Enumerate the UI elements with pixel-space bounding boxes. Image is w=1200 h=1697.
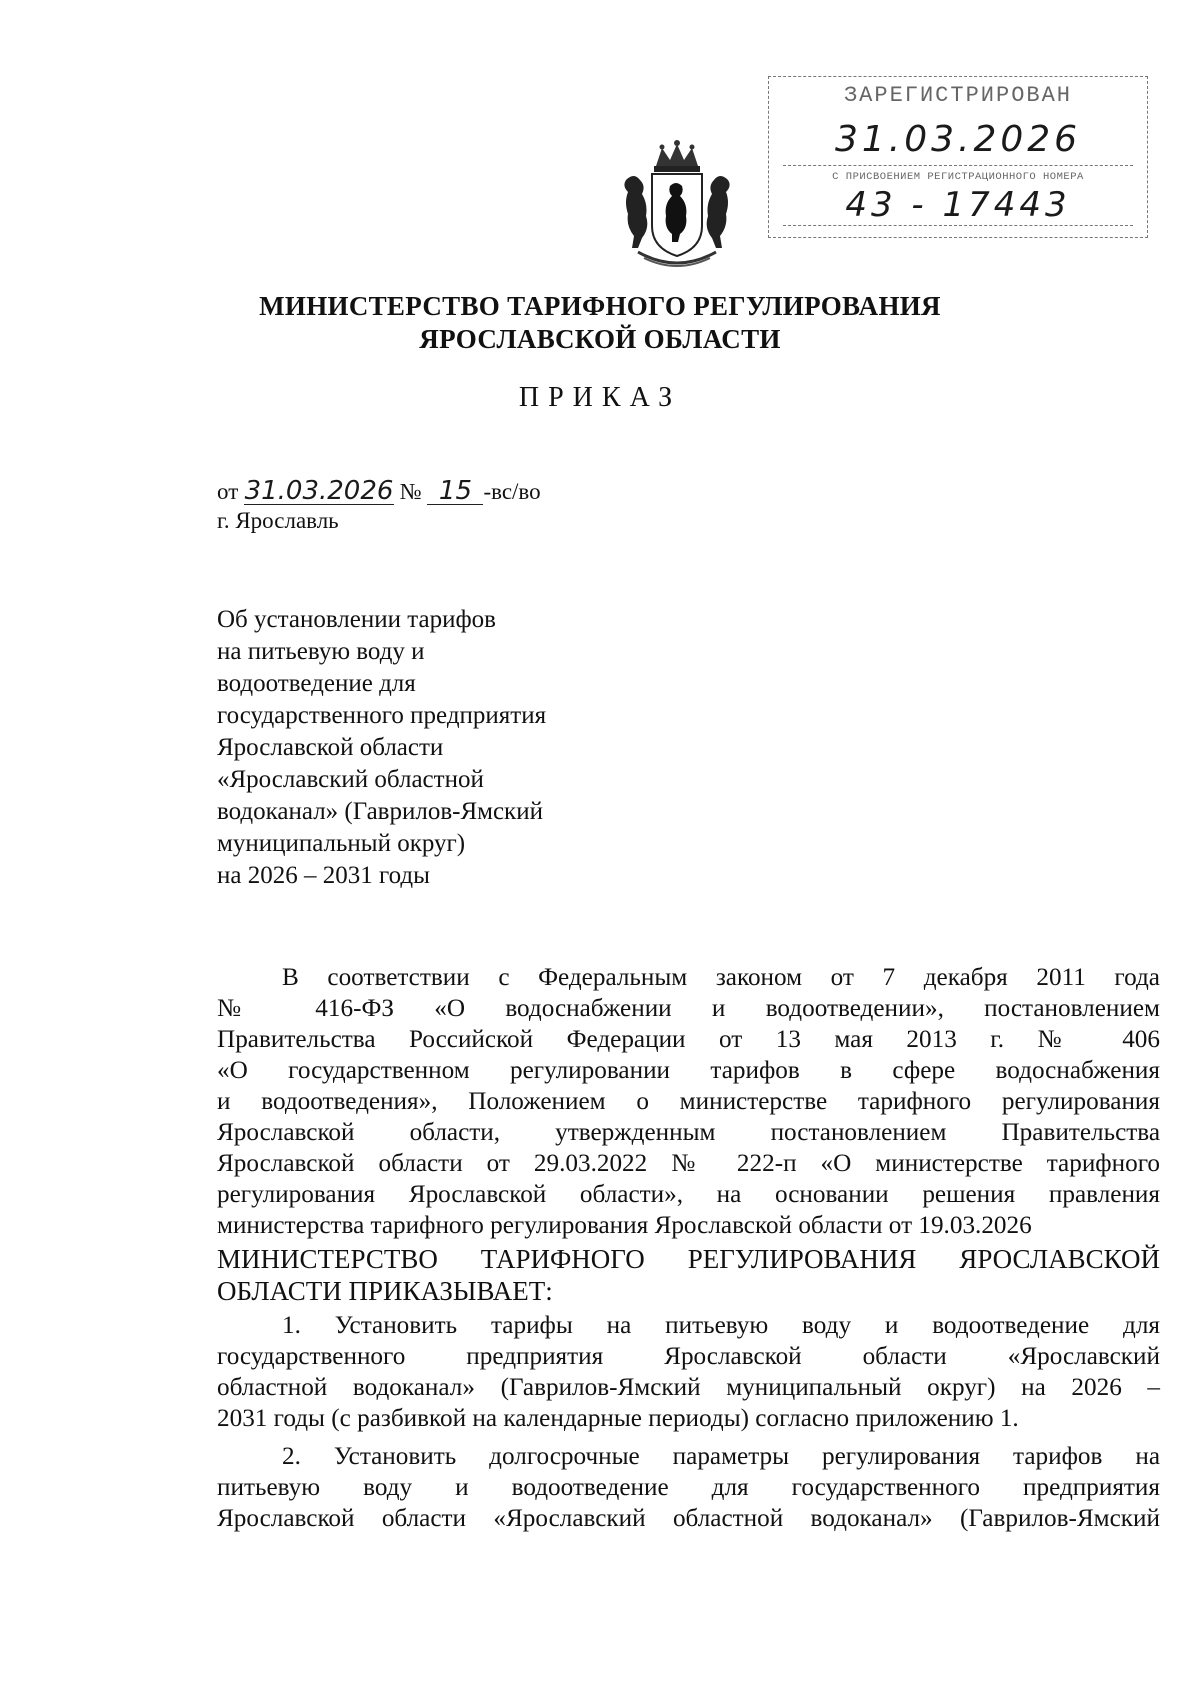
body-line: питьевую воду и водоотведение для государственного предприятия — [217, 1474, 1160, 1501]
subject-line: водоотведение для — [217, 670, 416, 697]
body-line: и водоотведения», Положением о министерстве тарифного регулирования — [217, 1088, 1160, 1115]
body-line: 2031 годы (с разбивкой на календарные периоды) согласно приложению 1. — [217, 1405, 1019, 1432]
ministry-name-line-1: МИНИСТЕРСТВО ТАРИФНОГО РЕГУЛИРОВАНИЯ — [259, 291, 941, 321]
order-date-number — [217, 478, 541, 505]
from-label: от — [217, 479, 239, 504]
ministry-name-line-2: ЯРОСЛАВСКОЙ ОБЛАСТИ — [419, 324, 781, 354]
stamp-date: 31.03.2026 — [834, 119, 1082, 160]
body-line: Ярославской области, утвержденным постановлением Правительства — [217, 1119, 1160, 1146]
body-line: регулирования Ярославской области», на основании решения правления — [217, 1181, 1160, 1208]
handwritten-order-date: 31.03.2026 — [244, 476, 394, 506]
body-line: «О государственном регулировании тарифов в сфере водоснабжения — [217, 1057, 1160, 1084]
coat-of-arms-icon — [618, 140, 736, 268]
stamp-reg-number: 43 - 17443 — [845, 185, 1071, 225]
stamp-title: ЗАРЕГИСТРИРОВАН — [843, 83, 1073, 108]
stamp-caption: С ПРИСВОЕНИЕМ РЕГИСТРАЦИОННОГО НОМЕРА — [832, 171, 1084, 183]
number-suffix: -вс/во — [483, 479, 541, 504]
stamp-divider — [783, 225, 1133, 226]
body-line: областной водоканал» (Гаврилов-Ямский муниципальный округ) на 2026 – — [217, 1374, 1160, 1401]
body-line: Правительства Российской Федерации от 13 мая 2013 г. № 406 — [217, 1026, 1160, 1053]
subject-line: муниципальный округ) — [217, 830, 466, 857]
subject-line: на 2026 – 2031 годы — [217, 862, 430, 889]
body-line: МИНИСТЕРСТВО ТАРИФНОГО РЕГУЛИРОВАНИЯ ЯРОСЛАВСКОЙ — [217, 1244, 1160, 1274]
subject-line: государственного предприятия — [217, 702, 547, 729]
subject-line: Ярославской области — [217, 734, 444, 761]
body-line: государственного предприятия Ярославской области «Ярославский — [217, 1343, 1160, 1370]
body-line: 2. Установить долгосрочные параметры регулирования тарифов на — [282, 1443, 1160, 1470]
body-line: В соответствии с Федеральным законом от 7 декабря 2011 года — [282, 964, 1160, 991]
subject-line: на питьевую воду и — [217, 638, 425, 665]
document-type-title: ПРИКАЗ — [518, 382, 682, 413]
body-line: Ярославской области «Ярославский областной водоканал» (Гаврилов-Ямский — [217, 1505, 1160, 1532]
number-label: № — [399, 479, 422, 504]
subject-line: водоканал» (Гаврилов-Ямский — [217, 798, 543, 825]
body-line: № 416-ФЗ «О водоснабжении и водоотведении», постановлением — [217, 995, 1160, 1022]
order-subject — [217, 604, 637, 892]
city: г. Ярославль — [217, 508, 339, 533]
body-line: Ярославской области от 29.03.2022 № 222-п «О министерстве тарифного — [217, 1150, 1160, 1177]
subject-line: «Ярославский областной — [217, 766, 484, 793]
handwritten-order-number: 15 — [427, 478, 483, 505]
body-line: 1. Установить тарифы на питьевую воду и водоотведение для — [282, 1312, 1160, 1339]
registration-stamp — [768, 76, 1148, 238]
subject-line: Об установлении тарифов — [217, 606, 496, 633]
stamp-divider — [783, 165, 1133, 166]
body-line: министерства тарифного регулирования Ярославской области от 19.03.2026 — [217, 1212, 1032, 1239]
body-line: ОБЛАСТИ ПРИКАЗЫВАЕТ: — [217, 1276, 553, 1306]
